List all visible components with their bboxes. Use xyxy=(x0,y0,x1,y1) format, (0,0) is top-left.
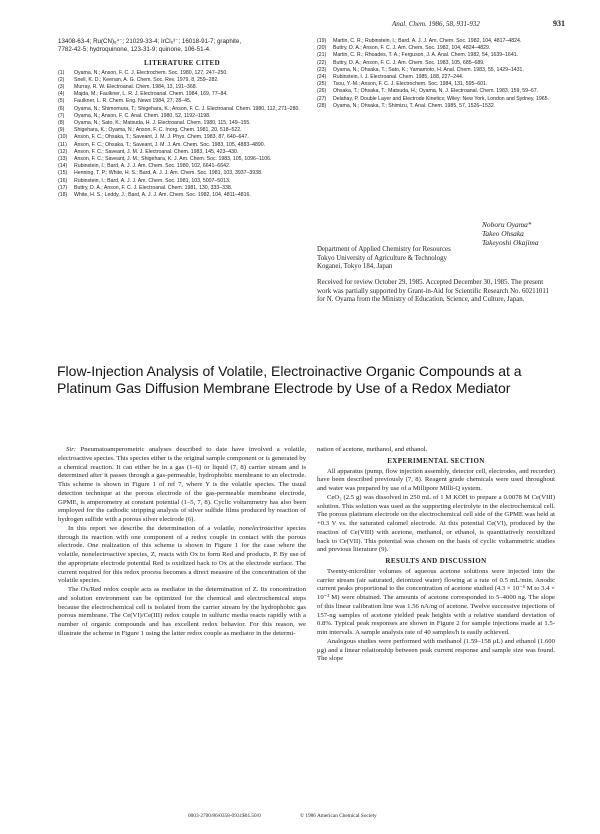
reference-number: (18) xyxy=(58,192,68,199)
reference-text: Rubinstein, I.; Bard, A. J. J. Am. Chem. Soc. 1980, 102, 6641–6642. xyxy=(74,163,231,170)
literature-cited-heading: LITERATURE CITED xyxy=(143,58,221,67)
reference-item xyxy=(58,178,306,185)
reference-number: (22) xyxy=(317,59,327,66)
paragraph-text: species through its reaction with one component of a redox couple in contact with the porous electrode. One realization of this scheme is shown in Figure 1 for the case where the volatile, nonelectroactive species, Z, reacts with Ox to form Red and products, P. By use of the appropriate electrode potential Red is oxidized back to Ox at the electrode surface. The current required for this redox process becomes a direct measure of the concentration of the volatile species. xyxy=(58,524,307,585)
reference-text: Buttry, D. A.; Anson, F. C. J. Am. Chem. Soc. 1983, 105, 685–689. xyxy=(333,59,485,66)
reference-item xyxy=(317,60,555,67)
reference-number: (25) xyxy=(317,81,327,88)
reference-item xyxy=(58,106,306,113)
reference-number: (26) xyxy=(317,88,327,95)
reference-text: Tsou, Y.-M.; Anson, F. C. J. Electrochem. Soc. 1984, 131, 595–601. xyxy=(333,81,488,88)
reference-text: Martin, C. R.; Rubinstein, I.; Bard, A. J. J. Am. Chem. Soc. 1982, 104, 4817–4824. xyxy=(333,38,522,44)
reference-text: Delahay, P. Double Layer and Electrode Kinetics; Wiley: New York, London and Sydney, 1965. xyxy=(333,95,549,102)
reference-number: (27) xyxy=(317,95,327,102)
left-top-column xyxy=(58,38,306,199)
reference-text: Anson, F. C.; Saveant, J. M. J. Electroanal. Chem. 1983, 145, 423–430. xyxy=(74,148,239,155)
salutation: Sir: xyxy=(66,446,77,453)
paragraph-text: In this report we describe the determination of a volatile, xyxy=(68,524,236,532)
reference-number: (24) xyxy=(317,74,327,81)
reference-item xyxy=(58,91,306,98)
body-paragraph: The Ox/Red redox couple acts as mediator in the determination of Z. Its concentration and solution environment can be optimized for the chemical and electrochemical steps because the electrochemical cell is isolated from the carrier stream by the hydrophobic gas porous membrane. The Ce(VI)/Ce(III) redox couple in sulfuric media reacts rapidly with a number of organic compounds and has excellent redox behavior. For this reason, we illustrate the scheme in Figure 1 using the latter redox couple as mediator in the determi- xyxy=(58,586,306,637)
reference-number: (28) xyxy=(317,102,327,109)
reference-number: (4) xyxy=(58,91,65,98)
reference-item xyxy=(58,113,306,120)
reference-text: Ohsaka, T.; Ohsaka, T.; Matsuda, H.; Oyama, N. J. Electroanal. Chem. 1983, 159, 59–67. xyxy=(333,88,539,95)
reference-number: (9) xyxy=(58,127,65,134)
reference-number: (14) xyxy=(58,163,68,170)
reference-text: Rubinstein, I.; Bard, A. J. J. Am. Chem. Soc. 1981, 103, 5007–5013. xyxy=(74,177,231,184)
reference-number: (20) xyxy=(317,45,327,52)
author-name: Noboru Oyama* xyxy=(482,220,532,229)
reference-list-left xyxy=(58,70,306,200)
received-note: Received for review October 29, 1985. Accepted December 30, 1985. The present work was partially supported by Grant-in-Aid for Scientific Research No. 60211011 for N. Oyama from the Ministry of Education, Science, and Culture, Japan. xyxy=(317,279,549,304)
reference-text: Oyama, N.; Sato, K.; Matsuda, H. J. Electroanal. Chem. 1980, 115, 149–155. xyxy=(74,120,251,127)
page-number: 931 xyxy=(553,19,565,28)
body-paragraph: CeO₂ (2.5 g) was dissolved in 250 mL of 1 M KOH to prepare a 0.0078 M Ce(VIII) solution. This solution was used as the supporting electrolyte in the electrochemical cell. The porous platinum electrode on the electrochemical cell side of the GPME was held at +0.3 V vs. the saturated calomel electrode. At this potential Ce(VI), produced by the reaction of Ce(VIII) with acetone, methanol, or ethanol, is quantitatively reoxidized back to Ce(VII). This potential was chosen on the basis of cyclic voltammetric studies and previous literature (9). xyxy=(317,493,555,554)
reference-item xyxy=(58,70,306,77)
affiliation-line: Koganei, Tokyo 184, Japan xyxy=(317,263,393,271)
reference-number: (13) xyxy=(58,156,68,163)
reference-text: Anson, F. C.; Ohsaka, T.; Saveant, J. M. J. Am. Chem. Soc. 1983, 105, 4883–4890. xyxy=(74,141,266,148)
reference-text: Oyama, N.; Shimomura, T.; Shigehara, K.; Anson, F. C. J. Electroanal. Chem. 1980, 112, 271–280. xyxy=(74,105,300,112)
reference-number: (2) xyxy=(58,76,65,83)
reference-item xyxy=(58,149,306,156)
reference-item xyxy=(317,38,555,45)
reference-text: White, H. S.; Leddy, J.; Bard, A. J. J. Am. Chem. Soc. 1982, 104, 4811–4816. xyxy=(74,192,251,199)
reference-item xyxy=(317,88,555,95)
reference-text: Shigehara, K.; Oyama, N.; Anson, F. C. Inorg. Chem. 1981, 20, 518–522. xyxy=(74,127,242,134)
article-title: Flow-Injection Analysis of Volatile, Electroinactive Organic Compounds at a Platinum Gas Diffusion Membrane Electrode by Use of a Redox Mediator xyxy=(57,363,522,396)
reference-item xyxy=(317,67,555,74)
body-paragraph: All apparatus (pump, flow injection assembly, detector cell, electrodes, and recorder) have been described previously (7, 8). Reagent grade chemicals were used throughout and water was prepared by use of a Millipore Milli-Q system. xyxy=(317,467,555,492)
reference-item xyxy=(58,142,306,149)
experimental-section-heading: EXPERIMENTAL SECTION xyxy=(387,456,485,465)
reference-item xyxy=(317,45,555,52)
body-paragraph: nation of acetone, methanol, and ethanol. xyxy=(317,446,428,453)
reference-number: (8) xyxy=(58,120,65,127)
reference-text: Anson, F. C.; Saveant, J. M.; Shigehara, K. J. Am. Chem. Soc. 1983, 105, 1096–1106. xyxy=(74,156,272,163)
reference-item xyxy=(58,185,306,192)
author-name: Takeo Ohsaka xyxy=(482,229,524,238)
reference-number: (17) xyxy=(58,184,68,191)
reference-number: (7) xyxy=(58,112,65,119)
reference-text: Oyama, N.; Anson, F. C. J. Electrochem. Soc. 1980, 127, 247–250. xyxy=(74,69,228,76)
reference-item xyxy=(58,156,306,163)
reference-text: Oyama, N.; Ohsaka, T.; Sato, K.; Yamamoto, H. Anal. Chem. 1983, 55, 1429–1431. xyxy=(333,66,524,73)
registry-line-2: 7782-42-5; hydroquinone, 123-31-9; quinone, 106-51-4. xyxy=(58,46,211,54)
reference-item xyxy=(58,127,306,134)
author-block xyxy=(482,220,578,247)
paragraph-text: Pneumatoamperometric analyses described to date have involved a volatile, electroactive species. This species either is the original sample component or is generated by a chemical reaction. It can either be in a gas (1–6) or liquid (7, 8) carrier stream and is determined after it passes through a gas-permeable, hydrophobic membrane to an electrode. This scheme is shown in Figure 1 of ref 7, where Y is the volatile species. The usual detection technique at the porous electrode of the gas-permeable membrane electrode, GPME, is amperometry at constant potential (1–5, 7, 8). Cyclic voltammetry has also been employed for the cathodic stripping analysis of silver sulfide films produced by reaction of hydrogen sulfide with a porous silver electrode (6). xyxy=(58,446,306,523)
reference-number: (10) xyxy=(58,134,68,141)
reference-item xyxy=(317,81,555,88)
author-name: Takeyoshi Okajima xyxy=(482,238,539,247)
body-paragraph xyxy=(58,446,306,525)
reference-item xyxy=(317,103,555,110)
reference-item xyxy=(317,52,555,59)
journal-header: Anal. Chem. 1986, 58, 931-932 xyxy=(392,20,480,28)
reference-text: Martin, C. R.; Rhoades, T. A.; Ferguson, J. A. Anal. Chem. 1982, 54, 1639–1641. xyxy=(333,52,519,59)
reference-item xyxy=(58,120,306,127)
affiliation-block xyxy=(317,246,555,272)
reference-number: (6) xyxy=(58,105,65,112)
results-section-heading: RESULTS AND DISCUSSION xyxy=(385,557,487,565)
reference-list-right xyxy=(317,38,555,110)
footer-code: 0003-2700/86/0358-0931$01.50/0 xyxy=(188,813,261,819)
body-paragraph: Twenty-microliter volumes of aqueous acetone solutions were injected into the carrier stream (air saturated, deionized water) flowing at a rate of 0.5 mL/min. Anodic current peaks proportional to the concentration of acetone studied (4.3 × 10⁻⁶ M to 3.4 × 10⁻³ M) were obtained. The amounts of acetone corresponded to 5–4000 ng. The slope of this linear calibration line was 1.56 nA/ng of acetone. Twelve successive injections of 157-ng samples of acetone yielded peak heights with a relative standard deviation of 0.8%. Typical peak responses are shown in Figure 2 for sample injections made at 1.5-min intervals. A sample analysis rate of 40 samples/h is easily achieved. xyxy=(317,567,555,636)
reference-text: Buttry, D. A.; Anson, F. C. J. Electroanal. Chem. 1981, 130, 333–338. xyxy=(74,184,233,191)
body-right-column xyxy=(317,446,555,664)
reference-number: (23) xyxy=(317,66,327,73)
reference-number: (3) xyxy=(58,84,65,90)
reference-item xyxy=(58,98,306,105)
reference-item xyxy=(58,84,306,91)
reference-number: (15) xyxy=(58,170,68,177)
reference-number: (19) xyxy=(317,38,327,44)
reference-item xyxy=(58,134,306,141)
right-top-column xyxy=(317,38,555,110)
reference-item xyxy=(317,74,555,81)
body-paragraph xyxy=(58,525,306,586)
body-left-column xyxy=(58,446,306,639)
footer-copyright: © 1986 American Chemical Society xyxy=(300,813,377,819)
reference-number: (21) xyxy=(317,52,327,59)
reference-number: (11) xyxy=(58,141,67,148)
reference-text: Henning, T. P.; White, H. S.; Bard, A. J. J. Am. Chem. Soc. 1981, 103, 3937–3938. xyxy=(74,170,263,177)
emphasis-term: nonelectroactive xyxy=(238,524,284,532)
reference-item xyxy=(58,77,306,84)
reference-text: Murray, R. W. Electroanal. Chem. 1984, 13, 191–368. xyxy=(74,84,198,90)
reference-text: Faulkner, L. R. Chem. Eng. News 1984, 27, 28–45. xyxy=(74,98,192,105)
reference-number: (1) xyxy=(58,69,65,76)
reference-item xyxy=(58,192,306,199)
affiliation-line: Tokyo University of Agriculture & Technology xyxy=(317,254,447,262)
reference-item xyxy=(317,96,555,103)
reference-number: (16) xyxy=(58,177,68,184)
reference-text: Rubinstein, I. J. Electroanal. Chem. 1985, 188, 227–244. xyxy=(333,74,464,81)
body-paragraph: Analogous studies were performed with methanol (1.59–158 μL) and ethanol (1.600 μg) and a linear relationship between peak current response and sample size was found. The slope xyxy=(317,637,555,663)
registry-line-1: 13408-63-4; Ru(CN)₆⁴⁻; 21029-33-4; IrCl₆³⁻; 16018-91-7; graphite, xyxy=(58,38,242,45)
reference-item xyxy=(58,170,306,177)
reference-text: Anson, F. C.; Ohsaka, T.; Saveant, J. M. J. Phys. Chem. 1983, 87, 640–647. xyxy=(74,134,249,141)
affiliation-line: Department of Applied Chemistry for Resources xyxy=(317,246,451,253)
reference-item xyxy=(58,163,306,170)
reference-number: (12) xyxy=(58,148,68,155)
reference-number: (5) xyxy=(58,98,65,105)
reference-text: Oyama, N.; Ohsaka, T.; Shimizu, T. Anal. Chem. 1985, 57, 1526–1532. xyxy=(333,102,496,109)
reference-text: Majda, M.; Faulkner, L. R. J. Electroanal. Chem. 1984, 169, 77–84. xyxy=(74,91,228,98)
reference-text: Snell, K. D.; Keenan, A. G. Chem. Soc. Rev. 1979, 8, 259–282. xyxy=(74,76,219,83)
reference-text: Buttry, D. A.; Anson, F. C. J. Am. Chem. Soc. 1982, 104, 4824–4829. xyxy=(333,45,491,52)
reference-text: Oyama, N.; Anson, F. C. Anal. Chem. 1980, 52, 1192–1198. xyxy=(74,112,211,119)
